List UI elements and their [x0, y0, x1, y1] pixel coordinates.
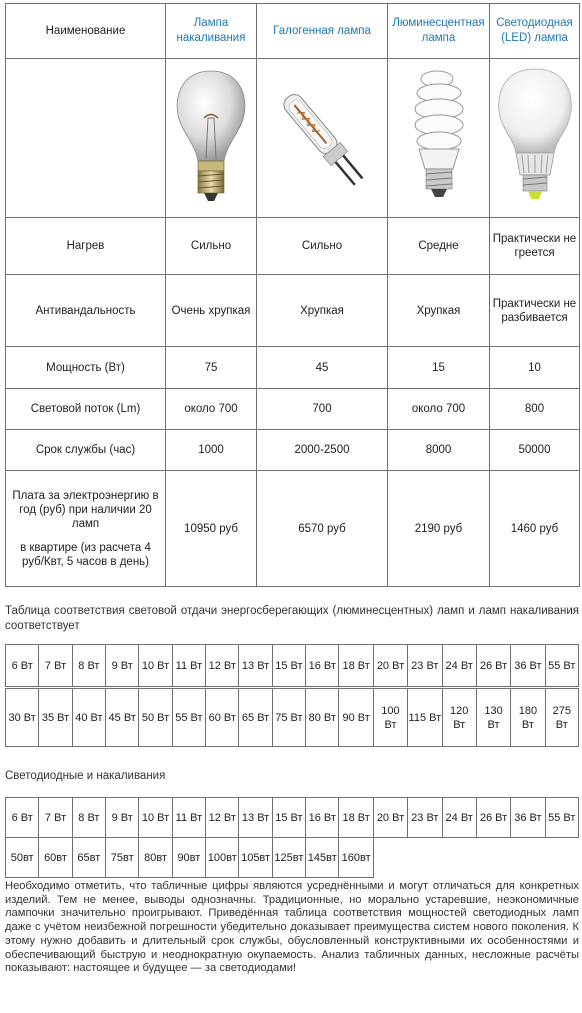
- power-cell: 12 Вт: [206, 645, 239, 687]
- row-label: Срок службы (час): [6, 430, 166, 471]
- cost-row: [6, 471, 580, 587]
- led-power-row: [6, 798, 579, 838]
- led-equivalence-table: [5, 797, 579, 878]
- power-cell: 8 Вт: [72, 798, 105, 838]
- power-cell: 10 Вт: [139, 798, 172, 838]
- row-label: Антивандальность: [6, 275, 166, 347]
- cost-label-line1: Плата за электроэнергию в год (руб) при наличии 20 ламп: [12, 489, 159, 530]
- power-cell: 35 Вт: [39, 689, 72, 747]
- cell-value: 800: [490, 389, 580, 430]
- cell-value: около 700: [166, 389, 257, 430]
- power-cell: 55 Вт: [545, 645, 578, 687]
- cell-value: 1460 руб: [490, 471, 580, 587]
- power-cell: 60вт: [39, 838, 72, 878]
- power-cell: 145вт: [306, 838, 339, 878]
- power-cell: 8 Вт: [72, 645, 105, 687]
- power-cell: 80 Вт: [306, 689, 339, 747]
- power-cell: 125вт: [272, 838, 305, 878]
- power-cell: 11 Вт: [172, 645, 205, 687]
- cell-value: Хрупкая: [257, 275, 388, 347]
- cost-label-line2: в квартире (из расчета 4 руб/Квт, 5 часов в день): [20, 541, 151, 568]
- power-cell: 55 Вт: [172, 689, 205, 747]
- power-cell: 65 Вт: [239, 689, 272, 747]
- table-row: [6, 430, 580, 471]
- power-cell: 18 Вт: [339, 645, 373, 687]
- power-cell: 75 Вт: [272, 689, 305, 747]
- header-fluorescent: Люминесцентная лампа: [388, 4, 490, 59]
- cell-value: Сильно: [166, 218, 257, 275]
- cost-row-label: [6, 471, 166, 587]
- power-cell: 180 Вт: [511, 689, 545, 747]
- row-label: Световой поток (Lm): [6, 389, 166, 430]
- table-row: [6, 218, 580, 275]
- power-cell: 15 Вт: [272, 798, 305, 838]
- power-cell: 26 Вт: [476, 798, 510, 838]
- header-row: [6, 4, 580, 59]
- cell-value: 2000-2500: [257, 430, 388, 471]
- power-cell: 9 Вт: [106, 798, 139, 838]
- power-cell: 13 Вт: [239, 798, 272, 838]
- power-cell: 130 Вт: [476, 689, 510, 747]
- power-cell: 16 Вт: [306, 798, 339, 838]
- power-cell: 275 Вт: [545, 689, 578, 747]
- cell-value: Очень хрупкая: [166, 275, 257, 347]
- led-caption: Светодиодные и накаливания: [5, 770, 166, 782]
- power-cell: 7 Вт: [39, 645, 72, 687]
- power-cell: 24 Вт: [442, 645, 476, 687]
- power-cell: 13 Вт: [239, 645, 272, 687]
- led-incandescent-power-row: [6, 838, 579, 878]
- power-cell: 105вт: [239, 838, 272, 878]
- power-cell: 50вт: [6, 838, 39, 878]
- fluorescent-equivalence-table: [5, 644, 579, 747]
- power-cell: 15 Вт: [272, 645, 305, 687]
- cell-value: 50000: [490, 430, 580, 471]
- cell-value: 15: [388, 347, 490, 389]
- power-cell: 90 Вт: [339, 689, 373, 747]
- power-cell: 11 Вт: [172, 798, 205, 838]
- power-cell: 45 Вт: [106, 689, 139, 747]
- power-cell: 115 Вт: [408, 689, 442, 747]
- images-row: [6, 59, 580, 218]
- cell-value: 6570 руб: [257, 471, 388, 587]
- power-cell: 80вт: [139, 838, 172, 878]
- lamp-comparison-table: [5, 3, 580, 587]
- row-label: Нагрев: [6, 218, 166, 275]
- power-cell: 23 Вт: [408, 798, 442, 838]
- power-cell: 12 Вт: [206, 798, 239, 838]
- cell-value: Практически не греется: [490, 218, 580, 275]
- incandescent-bulb-icon: [166, 59, 257, 218]
- cell-value: 8000: [388, 430, 490, 471]
- power-cell: 160вт: [339, 838, 373, 878]
- power-cell: 120 Вт: [442, 689, 476, 747]
- power-cell: 6 Вт: [6, 798, 39, 838]
- fluorescent-caption: Таблица соответствия световой отдачи энергосберегающих (люминесцентных) ламп и ламп накаливания соответствует: [5, 605, 579, 632]
- power-cell: 60 Вт: [206, 689, 239, 747]
- table-row: [6, 275, 580, 347]
- power-cell: 75вт: [106, 838, 139, 878]
- table-row: [6, 347, 580, 389]
- header-name: Наименование: [6, 4, 166, 59]
- power-cell: 7 Вт: [39, 798, 72, 838]
- power-cell: 9 Вт: [106, 645, 139, 687]
- power-cell: 90вт: [172, 838, 205, 878]
- power-cell: 6 Вт: [6, 645, 39, 687]
- power-cell: 16 Вт: [306, 645, 339, 687]
- power-cell: 23 Вт: [408, 645, 442, 687]
- empty-cell: [373, 838, 578, 878]
- led-bulb-icon: [490, 59, 580, 218]
- cell-value: 1000: [166, 430, 257, 471]
- cell-value: 75: [166, 347, 257, 389]
- power-cell: 40 Вт: [72, 689, 105, 747]
- cell-value: Хрупкая: [388, 275, 490, 347]
- power-cell: 20 Вт: [373, 645, 407, 687]
- power-cell: 24 Вт: [442, 798, 476, 838]
- power-cell: 10 Вт: [139, 645, 172, 687]
- power-cell: 18 Вт: [339, 798, 373, 838]
- cell-value: около 700: [388, 389, 490, 430]
- cell-value: 700: [257, 389, 388, 430]
- cell-value: 10: [490, 347, 580, 389]
- image-label-cell: [6, 59, 166, 218]
- power-cell: 50 Вт: [139, 689, 172, 747]
- header-led: Светодиодная (LED) лампа: [490, 4, 580, 59]
- cell-value: Сильно: [257, 218, 388, 275]
- header-halogen: Галогенная лампа: [257, 4, 388, 59]
- cell-value: Практически не разбивается: [490, 275, 580, 347]
- halogen-capsule-icon: [257, 59, 388, 218]
- table-row: [6, 389, 580, 430]
- row-label: Мощность (Вт): [6, 347, 166, 389]
- power-cell: 26 Вт: [476, 645, 510, 687]
- power-cell: 100вт: [206, 838, 239, 878]
- cell-value: 45: [257, 347, 388, 389]
- power-cell: 20 Вт: [373, 798, 407, 838]
- power-cell: 36 Вт: [511, 798, 545, 838]
- incandescent-power-row: [6, 689, 579, 747]
- cell-value: Средне: [388, 218, 490, 275]
- cell-value: 10950 руб: [166, 471, 257, 587]
- power-cell: 55 Вт: [545, 798, 578, 838]
- conclusion-paragraph: Необходимо отметить, что табличные цифры являются усреднёнными и могут отличаться для конкретных изделий. Тем не менее, выводы однозначны. Традиционные, но морально устаревшие, неэкономичные лампочки значительно проигрывают. Приведённая таблица соответствия мощностей светодиодных ламп даже с учётом неизбежной погрешности убедительно доказывает преимущества систем нового поколения. К этому нужно добавить и длительный срок службы, обусловленный конструктивными их особенностями и обеспечивающий быструю и неоднократную окупаемость. Анализ табличных данных, несложные расчёты показывают: настоящее и будущее — за светодиодами!: [5, 880, 579, 975]
- spiral-fluorescent-bulb-icon: [388, 59, 490, 218]
- cell-value: 2190 руб: [388, 471, 490, 587]
- header-incandescent: Лампа накаливания: [166, 4, 257, 59]
- fluorescent-power-row: [6, 645, 579, 687]
- power-cell: 30 Вт: [6, 689, 39, 747]
- power-cell: 100 Вт: [373, 689, 407, 747]
- power-cell: 36 Вт: [511, 645, 545, 687]
- power-cell: 65вт: [72, 838, 105, 878]
